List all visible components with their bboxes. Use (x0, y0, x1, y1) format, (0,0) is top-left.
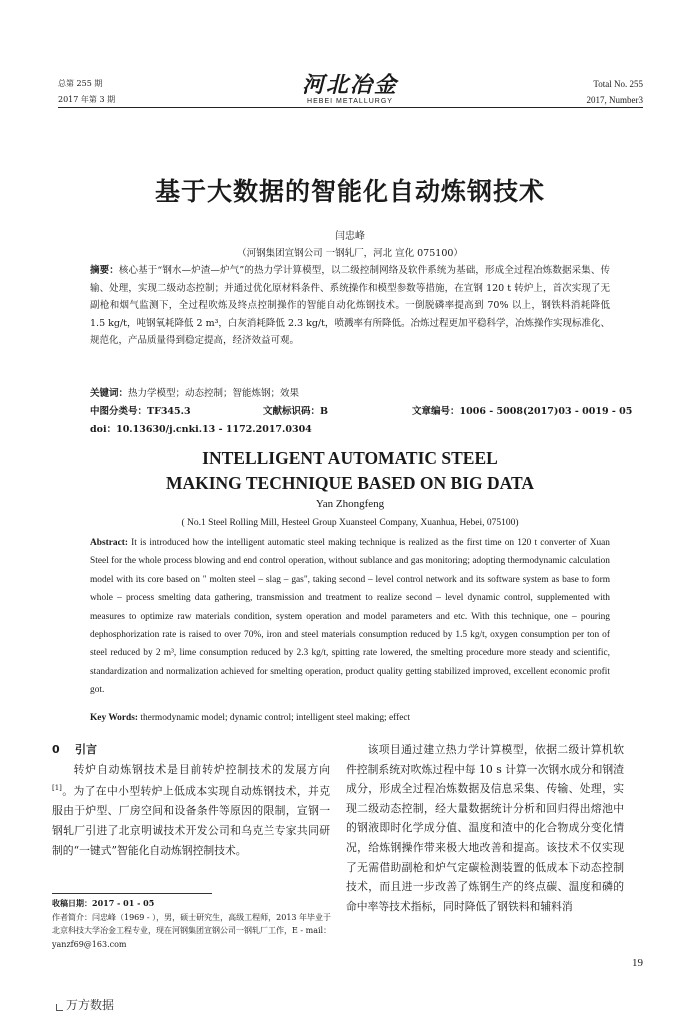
intro-paragraph-2: 该项目通过建立热力学计算模型，依据二级计算机软件控制系统对吹炼过程中每 10 s 计算一次钢水成分和钢渣成分，形成全过程冶炼数据及信息采集、传输、处理，实现二级动态控制，经大量数据统计分析和回归得出熔池中的钢液即时化学成分值、温度和渣中的化合物成分变化情况，给炼钢操作带来极大地改善和提高。该技术不仅实现了无需借助副枪和炉气定碳检测装置的低成本下动态控制技术，而且进一步改善了炼钢生产的终点碳、温度和磷的命中率等技术指标，同时降低了钢铁料和辅料消 (346, 743, 624, 913)
clc-number: 中图分类号：TF345.3 (90, 406, 191, 417)
document-code: 文献标识码：B (263, 406, 329, 417)
paper-title-cn: 基于大数据的智能化自动炼钢技术 (154, 177, 545, 206)
footnote (52, 897, 337, 951)
journal-name-en: HEBEI METALLURGY (307, 98, 393, 105)
article-number: 文章编号：1006 - 5008(2017)03 - 0019 - 05 (412, 406, 633, 417)
intro-paragraph-1 (52, 760, 330, 861)
footnote-divider (52, 893, 212, 894)
paper-title-en-line1: INTELLIGENT AUTOMATIC STEEL (202, 448, 498, 468)
body-right-column (346, 740, 624, 916)
header-divider (58, 107, 643, 108)
body-left-column (52, 740, 330, 860)
keywords-en-text: thermodynamic model; dynamic control; intelligent steel making; effect (138, 713, 411, 723)
keywords-cn-text: 热力学模型；动态控制；智能炼钢；效果 (128, 388, 300, 399)
watermark (56, 996, 114, 1013)
keywords-en (90, 710, 610, 726)
keywords-en-label: Key Words: (90, 713, 139, 723)
section-number: 0 (52, 743, 60, 756)
section-heading (52, 740, 330, 760)
watermark-corner-icon (56, 1004, 63, 1011)
abstract-cn (90, 262, 610, 350)
citation-ref[interactable]: [1] (52, 784, 62, 793)
abstract-cn-label: 摘要： (90, 265, 119, 276)
affiliation-cn: （河钢集团宣钢公司 一钢轧厂，河北 宣化 075100） (237, 248, 463, 259)
affiliation-en: ( No.1 Steel Rolling Mill, Hesteel Group Xuansteel Company, Xuanhua, Hebei, 075100) (181, 518, 519, 528)
page-number: 19 (632, 957, 643, 969)
intro-text: 转炉自动炼钢技术是目前转炉控制技术的发展方向 (73, 762, 330, 776)
author-bio: 作者简介：闫忠峰（1969 - ），男，硕士研究生，高级工程师，2013 年毕业于北京科技大学冶金工程专业，现在河钢集团宣钢公司一钢轧厂工作，E - mail：yanzf69@163.com (52, 912, 332, 949)
watermark-text: 万方数据 (66, 998, 115, 1012)
paper-title-en-line2: MAKING TECHNIQUE BASED ON BIG DATA (165, 473, 535, 493)
section-title: 引言 (74, 743, 97, 756)
keywords-cn (90, 385, 610, 403)
abstract-en-text: It is introduced how the intelligent automatic steel making technique is realized as the first time on 120 t converter of Xuan Steel for the whole process blowing and end control operation, without sublance and gas monitoring; adopting thermodynamic calculation model with its core based on " molten steel – slag – gas", taking second – level control network and its software system as base to form whole – process smelting data gathering, transmission and treatment to realize second – level dynamic control, supplemented with measures to optimize raw materials condition, system operation and model parameters and etc. With this technique, one – pouring dephosphorization rate is raised to over 70%, iron and steel materials consumption reduced by 1.5 kg/t, oxygen consumption per ton of steel reduced by 2 m³, lime consumption reduced by 2.3 kg/t, spitting rate lowered, the smelting procedure more steady and scientific, standardization and normalization achieved for smelting operation, product quality getting stabilized improved, excellent economic profit got. (90, 538, 610, 696)
abstract-en-label: Abstract: (90, 538, 129, 548)
header-total-issue-cn: 总第 255 期 (58, 79, 103, 88)
intro-text-cont: 。为了在中小型转炉上低成本实现自动炼钢技术，并克服由于炉型、厂房空间和设备条件等原因的限制，宣钢一钢轧厂引进了北京明诚技术开发公司和乌克兰专家共同研制的“一键式”智能化自动炼钢控制技术。 (52, 784, 330, 857)
abstract-cn-text: 核心基于“钢水—炉渣—炉气”的热力学计算模型，以二级控制网络及软件系统为基础，形成全过程冶炼数据采集、传输、处理，实现二级动态控制；并通过优化原材料条件、系统操作和模型参数等措施，在宣钢 120 t 转炉上，首次实现了无副枪和烟气监测下，全过程吹炼及终点控制操作的智能自动化炼钢技术。一倒脱磷率提高到 70% 以上，钢铁料消耗降低 1.5 kg/t，吨钢氧耗降低 2 m³，白灰消耗降低 2.3 kg/t，喷溅率有所降低。冶炼过程更加平稳科学，冶炼操作实现标准化、规范化，产品质量得到稳定提高，经济效益可观。 (90, 265, 610, 346)
keywords-cn-label: 关键词： (90, 388, 129, 399)
paper-title-en (0, 446, 700, 496)
header-issue-cn: 2017 年第 3 期 (58, 95, 116, 104)
header-issue-en: 2017, Number3 (586, 95, 643, 105)
journal-name-cn: 河北冶金 (301, 72, 398, 98)
abstract-en (90, 534, 610, 700)
author-name-cn: 闫忠峰 (335, 231, 365, 242)
received-date: 收稿日期：2017 - 01 - 05 (52, 898, 155, 908)
journal-masthead (290, 73, 410, 106)
header-total-issue-en: Total No. 255 (593, 79, 643, 89)
doi: doi：10.13630/j.cnki.13 - 1172.2017.0304 (90, 424, 312, 435)
author-name-en: Yan Zhongfeng (315, 498, 385, 510)
